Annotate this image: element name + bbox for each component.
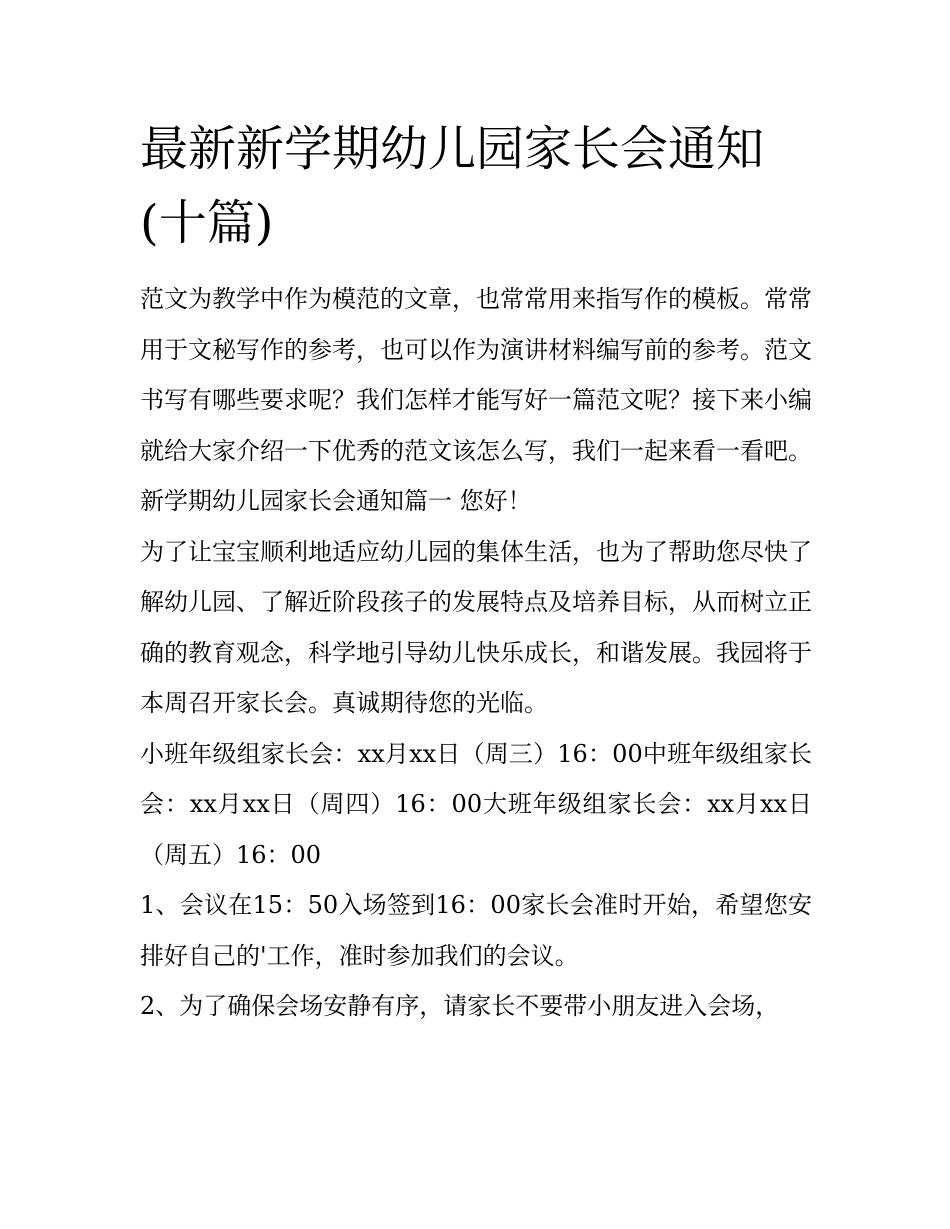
list-item-1: 1、会议在15：50入场签到16：00家长会准时开始，希望您安排好自己的'工作，准时参加我们的会议。: [140, 891, 812, 970]
list-item-2: 2、为了确保会场安静有序，请家长不要带小朋友进入会场，: [140, 992, 780, 1020]
document-title: 最新新学期幼儿园家长会通知(十篇): [140, 121, 765, 251]
body-paragraph-purpose: 为了让宝宝顺利地适应幼儿园的集体生活，也为了帮助您尽快了解幼儿园、了解近阶段孩子的发展特点及培养目标，从而树立正确的教育观念，科学地引导幼儿快乐成长，和谐发展。我园将于本周召开家长会。真诚期待您的光临。: [140, 537, 812, 717]
document-content: [140, 112, 812, 1032]
intro-paragraph: 范文为教学中作为模范的文章，也常常用来指写作的模板。常常用于文秘写作的参考，也可以作为演讲材料编写前的参考。范文书写有哪些要求呢？我们怎样才能写好一篇范文呢？接下来小编就给大家介绍一下优秀的范文该怎么写，我们一起来看一看吧。: [140, 285, 812, 465]
body-paragraph-schedule: 小班年级组家长会：xx月xx日（周三）16：00中班年级组家长会：xx月xx日（周四）16：00大班年级组家长会：xx月xx日（周五）16：00: [140, 739, 812, 869]
section-heading-greeting: 新学期幼儿园家长会通知篇一 您好！: [140, 487, 532, 515]
